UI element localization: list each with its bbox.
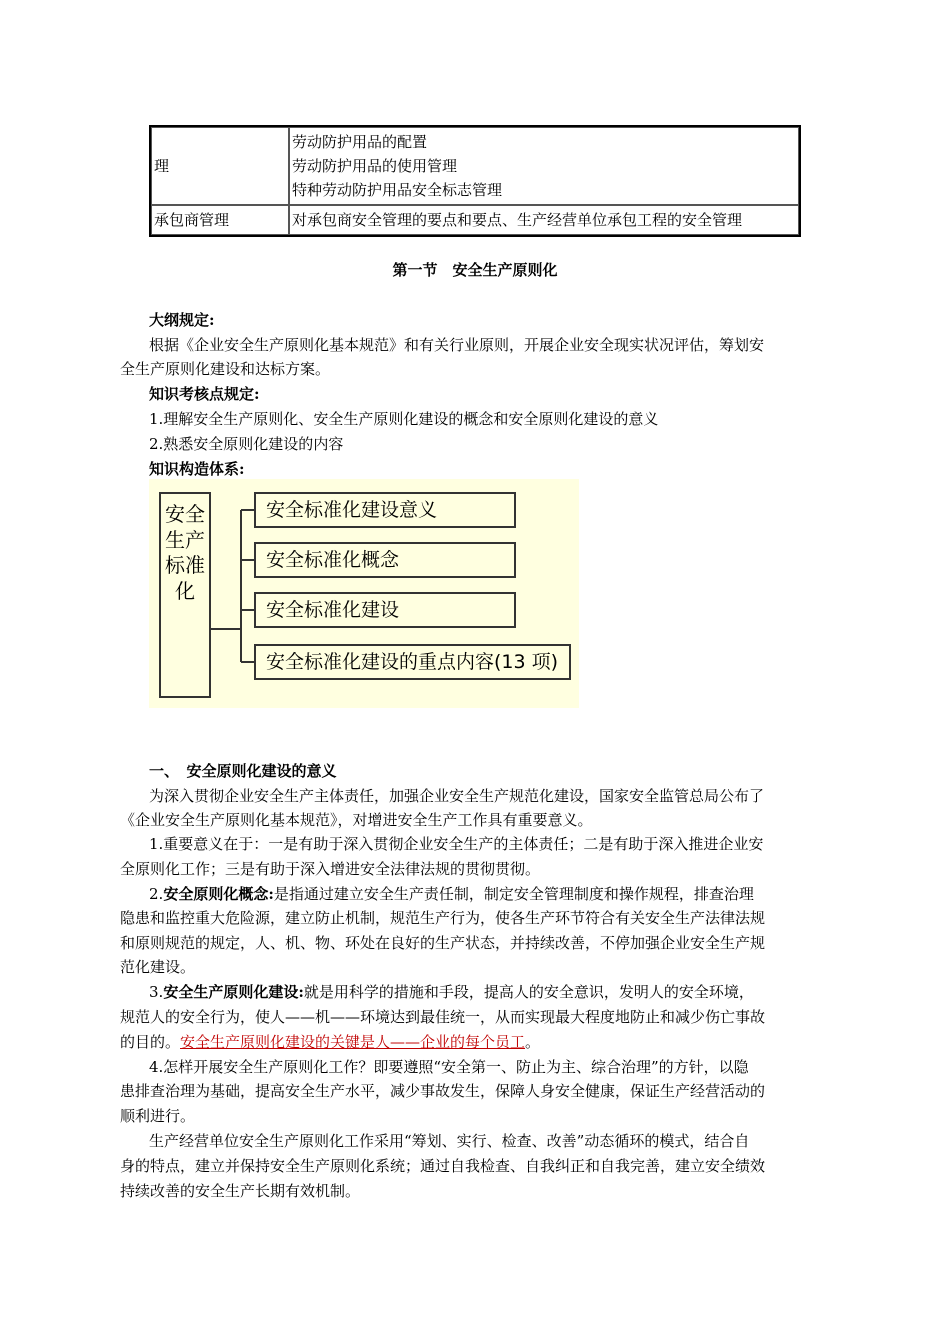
table-cell-text: 对承包商安全管理的要点和要点、生产经营单位承包工程的安全管理 bbox=[289, 205, 799, 235]
paragraph-line bbox=[149, 882, 754, 906]
highlighted-text: 安全生产原则化建设的关键是人——企业的每个员工 bbox=[180, 1033, 526, 1051]
paragraph-line: 身的特点，建立并保持安全生产原则化系统；通过自我检查、自我纠正和自我完善，建立安全绩效 bbox=[120, 1157, 766, 1175]
paragraph-line: 1.重要意义在于：一是有助于深入贯彻企业安全生产的主体责任；二是有助于深入推进企业安 bbox=[149, 835, 764, 853]
paragraph-line: 规范人的安全行为，使人——机——环境达到最佳统一，从而实现最大程度地防止和减少伤亡事故 bbox=[120, 1008, 766, 1026]
table-row bbox=[151, 205, 799, 235]
paragraph-text: 。 bbox=[525, 1033, 541, 1051]
diagram-branch-box: 安全标准化建设意义 bbox=[254, 492, 516, 528]
paragraph-line: 生产经营单位安全生产原则化工作采用“筹划、实行、检查、改善”动态循环的模式，结合自 bbox=[149, 1132, 750, 1150]
paragraph-line: 4.怎样开展安全生产原则化工作？即要遵照“安全第一、防止为主、综合治理”的方针，以隐 bbox=[149, 1058, 749, 1076]
paragraph-line: 持续改善的安全生产长期有效机制。 bbox=[120, 1182, 361, 1200]
management-table bbox=[149, 125, 801, 237]
knowledge-item-1: 1.理解安全生产原则化、安全生产原则化建设的概念和安全原则化建设的意义 bbox=[149, 410, 659, 428]
table-cell-label: 理 bbox=[151, 127, 289, 205]
diagram-root-box: 安全生产标准化 bbox=[159, 492, 211, 698]
paragraph-line: 为深入贯彻企业安全生产主体责任，加强企业安全生产规范化建设，国家安全监管总局公布了 bbox=[149, 787, 765, 805]
paragraph-line: 《企业安全生产原则化基本规范》，对增进安全生产工作具有重要意义。 bbox=[120, 811, 593, 829]
knowledge-item-2: 2.熟悉安全原则化建设的内容 bbox=[149, 435, 344, 453]
term-bold: 安全生产原则化建设: bbox=[163, 983, 304, 1001]
paragraph-text: 就是用科学的措施和手段，提高人的安全意识，发明人的安全环境， bbox=[303, 983, 754, 1001]
diagram-branch-box: 安全标准化建设 bbox=[254, 592, 516, 628]
paragraph-line: 顺利进行。 bbox=[120, 1107, 196, 1125]
diagram-branch-box: 安全标准化建设的重点内容(13 项) bbox=[254, 644, 571, 680]
structure-heading: 知识构造体系: bbox=[149, 460, 245, 478]
table-cell-items bbox=[289, 127, 799, 205]
paragraph-line: 隐患和监控重大危险源，建立防止机制，规范生产行为，使各生产环节符合有关安全生产法律法规 bbox=[120, 909, 766, 927]
paragraph-number: 2. bbox=[149, 885, 164, 903]
outline-line-1: 根据《企业安全生产原则化基本规范》和有关行业原则，开展企业安全现实状况评估，筹划安 bbox=[149, 336, 765, 354]
section-title: 第一节 安全生产原则化 bbox=[392, 261, 558, 279]
outline-line-2: 全生产原则化建设和达标方案。 bbox=[120, 360, 331, 378]
diagram-branch-box: 安全标准化概念 bbox=[254, 542, 516, 578]
list-item: 劳动防护用品的使用管理 bbox=[292, 157, 458, 175]
outline-heading: 大纲规定: bbox=[149, 311, 215, 329]
paragraph-text: 的目的。 bbox=[120, 1033, 181, 1051]
paragraph-line: 和原则规范的规定，人、机、物、环处在良好的生产状态，并持续改善，不停加强企业安全生产规 bbox=[120, 934, 766, 952]
paragraph-line bbox=[149, 980, 754, 1004]
term-bold: 安全原则化概念: bbox=[163, 885, 274, 903]
paragraph-text: 是指通过建立安全生产责任制，制定安全管理制度和操作规程，排查治理 bbox=[273, 885, 754, 903]
paragraph-line: 患排查治理为基础，提高安全生产水平，减少事故发生，保障人身安全健康，保证生产经营活动的 bbox=[120, 1082, 766, 1100]
paragraph-number: 3. bbox=[149, 983, 164, 1001]
table-row bbox=[151, 127, 799, 205]
part1-heading: 一、 安全原则化建设的意义 bbox=[149, 762, 337, 780]
paragraph-line: 范化建设。 bbox=[120, 958, 196, 976]
knowledge-heading: 知识考核点规定: bbox=[149, 385, 260, 403]
table-cell-label: 承包商管理 bbox=[151, 205, 289, 235]
list-item: 劳动防护用品的配置 bbox=[292, 133, 428, 151]
paragraph-line: 全原则化工作；三是有助于深入增进安全法律法规的贯彻贯彻。 bbox=[120, 860, 541, 878]
list-item: 特种劳动防护用品安全标志管理 bbox=[292, 181, 503, 199]
paragraph-line bbox=[120, 1030, 540, 1054]
knowledge-structure-diagram bbox=[149, 479, 579, 708]
